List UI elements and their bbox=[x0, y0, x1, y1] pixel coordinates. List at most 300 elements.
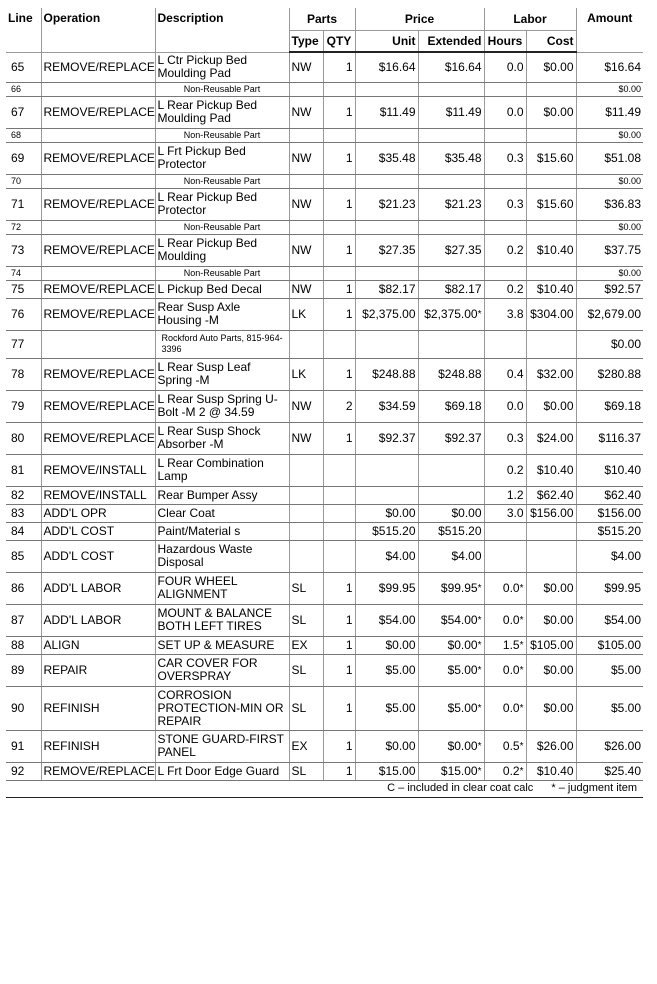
cell-type bbox=[289, 686, 323, 730]
table-row bbox=[6, 486, 643, 504]
cell-labor-cost bbox=[526, 82, 576, 96]
cell-labor-hours bbox=[484, 358, 526, 390]
cell-amount-value: $116.37 bbox=[598, 430, 642, 445]
cell-amount-value: $11.49 bbox=[605, 104, 642, 119]
cell-unit-price bbox=[355, 330, 418, 358]
cell-extended-price bbox=[418, 330, 484, 358]
judgment-mark: * bbox=[519, 664, 524, 676]
cell-line-value: 75 bbox=[11, 281, 25, 296]
table-row bbox=[6, 234, 643, 266]
cell-extended-price-value: $515.20 bbox=[438, 523, 482, 538]
cell-type bbox=[289, 572, 323, 604]
cell-line-value: 87 bbox=[11, 612, 25, 627]
cell-type bbox=[289, 220, 323, 234]
cell-operation bbox=[41, 540, 155, 572]
cell-type-value: NW bbox=[291, 281, 312, 296]
cell-type bbox=[289, 96, 323, 128]
cell-description-value: L Rear Pickup Bed Moulding Pad bbox=[157, 98, 258, 125]
cell-extended-price-value: $11.49 bbox=[445, 104, 482, 119]
cell-labor-cost bbox=[526, 504, 576, 522]
header-operation: Operation bbox=[41, 8, 155, 52]
cell-amount bbox=[576, 188, 643, 220]
cell-labor-cost bbox=[526, 266, 576, 280]
judgment-mark: * bbox=[519, 765, 524, 777]
cell-unit-price bbox=[355, 504, 418, 522]
cell-qty bbox=[323, 522, 355, 540]
cell-type bbox=[289, 298, 323, 330]
cell-operation-value: ADD'L OPR bbox=[43, 505, 107, 520]
cell-extended-price bbox=[418, 266, 484, 280]
cell-labor-cost bbox=[526, 280, 576, 298]
cell-line bbox=[6, 390, 41, 422]
cell-line-value: 74 bbox=[11, 268, 22, 278]
cell-amount-value: $0.00 bbox=[618, 84, 642, 94]
header-description: Description bbox=[155, 8, 289, 52]
cell-description-value: Rear Susp Axle Housing -M bbox=[157, 300, 241, 327]
header-amount: Amount bbox=[576, 8, 643, 52]
cell-amount bbox=[576, 358, 643, 390]
cell-labor-hours bbox=[484, 762, 526, 780]
cell-description-value: Non-Reusable Part bbox=[183, 130, 261, 140]
cell-description bbox=[155, 762, 289, 780]
cell-amount-value: $4.00 bbox=[610, 548, 642, 563]
cell-line bbox=[6, 636, 41, 654]
cell-line bbox=[6, 762, 41, 780]
table-row bbox=[6, 188, 643, 220]
cell-operation bbox=[41, 188, 155, 220]
cell-operation bbox=[41, 422, 155, 454]
cell-extended-price-value: $82.17 bbox=[444, 281, 482, 296]
cell-unit-price bbox=[355, 128, 418, 142]
cell-qty-value: 1 bbox=[345, 700, 353, 715]
cell-extended-price bbox=[418, 188, 484, 220]
cell-description-value: Hazardous Waste Disposal bbox=[157, 542, 253, 569]
cell-labor-cost-value: $62.40 bbox=[536, 487, 574, 502]
judgment-mark: * bbox=[477, 664, 482, 676]
cell-line bbox=[6, 604, 41, 636]
cell-extended-price bbox=[418, 604, 484, 636]
cell-qty bbox=[323, 52, 355, 82]
cell-description-value: Non-Reusable Part bbox=[183, 84, 261, 94]
cell-extended-price-value: $54.00 bbox=[440, 612, 478, 627]
cell-description bbox=[155, 234, 289, 266]
cell-amount bbox=[576, 522, 643, 540]
cell-description bbox=[155, 280, 289, 298]
cell-amount-value: $105.00 bbox=[597, 637, 642, 652]
cell-type bbox=[289, 390, 323, 422]
cell-type bbox=[289, 636, 323, 654]
judgment-mark: * bbox=[519, 702, 524, 714]
cell-amount bbox=[576, 762, 643, 780]
cell-labor-hours-value: 0.0 bbox=[502, 662, 520, 677]
cell-type bbox=[289, 234, 323, 266]
cell-description bbox=[155, 572, 289, 604]
cell-unit-price-value: $4.00 bbox=[385, 548, 416, 563]
cell-line-value: 76 bbox=[11, 306, 25, 321]
cell-labor-cost bbox=[526, 96, 576, 128]
cell-line bbox=[6, 298, 41, 330]
cell-labor-cost-value: $0.00 bbox=[543, 700, 574, 715]
cell-type bbox=[289, 762, 323, 780]
cell-qty-value: 1 bbox=[345, 763, 353, 778]
judgment-mark: * bbox=[519, 614, 524, 626]
cell-operation-value: ADD'L COST bbox=[43, 523, 115, 538]
cell-operation-value: REMOVE/INSTALL bbox=[43, 462, 147, 477]
cell-unit-price bbox=[355, 220, 418, 234]
cell-line-value: 82 bbox=[11, 487, 25, 502]
cell-labor-cost bbox=[526, 330, 576, 358]
table-row bbox=[6, 358, 643, 390]
cell-description bbox=[155, 422, 289, 454]
cell-operation bbox=[41, 52, 155, 82]
cell-qty bbox=[323, 128, 355, 142]
cell-amount-value: $2,679.00 bbox=[587, 306, 642, 321]
cell-extended-price bbox=[418, 298, 484, 330]
cell-unit-price-value: $82.17 bbox=[378, 281, 416, 296]
cell-line-value: 73 bbox=[11, 242, 25, 257]
estimate-rows bbox=[6, 52, 643, 780]
cell-labor-cost-value: $32.00 bbox=[536, 366, 574, 381]
cell-type bbox=[289, 422, 323, 454]
cell-labor-hours-value: 0.2 bbox=[506, 462, 524, 477]
cell-description bbox=[155, 454, 289, 486]
cell-amount-value: $69.18 bbox=[604, 398, 642, 413]
cell-labor-hours bbox=[484, 298, 526, 330]
cell-labor-hours bbox=[484, 220, 526, 234]
cell-extended-price bbox=[418, 454, 484, 486]
cell-extended-price bbox=[418, 730, 484, 762]
cell-qty bbox=[323, 762, 355, 780]
cell-description-value: CORROSION PROTECTION-MIN OR REPAIR bbox=[157, 687, 284, 728]
cell-description-value: L Rear Susp Shock Absorber -M bbox=[157, 424, 261, 451]
cell-labor-hours bbox=[484, 730, 526, 762]
cell-qty bbox=[323, 96, 355, 128]
cell-amount bbox=[576, 266, 643, 280]
cell-labor-hours bbox=[484, 504, 526, 522]
cell-qty bbox=[323, 504, 355, 522]
cell-labor-hours bbox=[484, 654, 526, 686]
cell-unit-price bbox=[355, 686, 418, 730]
table-row bbox=[6, 604, 643, 636]
header-hours: Hours bbox=[484, 31, 526, 53]
cell-qty-value: 1 bbox=[345, 242, 353, 257]
cell-description-value: Non-Reusable Part bbox=[183, 176, 261, 186]
cell-qty bbox=[323, 454, 355, 486]
cell-line bbox=[6, 234, 41, 266]
cell-amount-value: $62.40 bbox=[604, 487, 642, 502]
cell-extended-price-value: $248.88 bbox=[438, 366, 482, 381]
cell-labor-hours bbox=[484, 142, 526, 174]
cell-extended-price-value: $92.37 bbox=[444, 430, 482, 445]
cell-unit-price bbox=[355, 422, 418, 454]
table-row bbox=[6, 730, 643, 762]
header-line: Line bbox=[6, 8, 41, 52]
cell-qty bbox=[323, 358, 355, 390]
cell-qty-value: 1 bbox=[345, 612, 353, 627]
cell-labor-cost-value: $0.00 bbox=[543, 398, 574, 413]
cell-type bbox=[289, 52, 323, 82]
cell-labor-hours bbox=[484, 636, 526, 654]
cell-amount-value: $5.00 bbox=[610, 700, 642, 715]
cell-description-value: Rear Bumper Assy bbox=[157, 487, 258, 502]
cell-line-value: 85 bbox=[11, 548, 25, 563]
cell-type-value: NW bbox=[291, 430, 312, 445]
cell-qty bbox=[323, 604, 355, 636]
cell-extended-price-value: $4.00 bbox=[451, 548, 482, 563]
cell-line-value: 92 bbox=[11, 763, 25, 778]
cell-description-value: L Rear Pickup Bed Protector bbox=[157, 190, 258, 217]
cell-unit-price bbox=[355, 522, 418, 540]
cell-labor-cost-value: $0.00 bbox=[543, 59, 574, 74]
cell-labor-cost-value: $10.40 bbox=[536, 242, 574, 257]
cell-qty bbox=[323, 220, 355, 234]
cell-operation-value: REMOVE/REPLACE bbox=[43, 430, 155, 445]
table-row bbox=[6, 504, 643, 522]
cell-operation-value: REMOVE/REPLACE bbox=[43, 59, 155, 74]
cell-amount-value: $10.40 bbox=[604, 462, 642, 477]
cell-type-value: SL bbox=[291, 662, 307, 677]
cell-amount-value: $280.88 bbox=[597, 366, 642, 381]
cell-line-value: 69 bbox=[11, 150, 25, 165]
cell-extended-price-value: $69.18 bbox=[444, 398, 482, 413]
table-row bbox=[6, 330, 643, 358]
cell-extended-price bbox=[418, 220, 484, 234]
cell-line bbox=[6, 188, 41, 220]
cell-operation bbox=[41, 266, 155, 280]
cell-qty bbox=[323, 654, 355, 686]
cell-line bbox=[6, 730, 41, 762]
cell-type bbox=[289, 504, 323, 522]
table-row bbox=[6, 82, 643, 96]
cell-unit-price bbox=[355, 52, 418, 82]
cell-operation bbox=[41, 330, 155, 358]
cell-operation-value: REMOVE/REPLACE bbox=[43, 281, 155, 296]
cell-labor-hours bbox=[484, 128, 526, 142]
cell-description-value: MOUNT & BALANCE BOTH LEFT TIRES bbox=[157, 606, 272, 633]
cell-operation bbox=[41, 298, 155, 330]
cell-type bbox=[289, 604, 323, 636]
cell-labor-hours bbox=[484, 522, 526, 540]
cell-labor-cost-value: $105.00 bbox=[530, 637, 574, 652]
cell-qty bbox=[323, 188, 355, 220]
table-row bbox=[6, 654, 643, 686]
cell-extended-price bbox=[418, 486, 484, 504]
cell-labor-cost-value: $0.00 bbox=[543, 104, 574, 119]
cell-type bbox=[289, 486, 323, 504]
cell-labor-cost-value: $15.60 bbox=[536, 196, 574, 211]
cell-labor-cost-value: $26.00 bbox=[536, 738, 574, 753]
cell-operation bbox=[41, 358, 155, 390]
cell-labor-hours bbox=[484, 82, 526, 96]
cell-operation bbox=[41, 762, 155, 780]
table-row bbox=[6, 266, 643, 280]
judgment-mark: * bbox=[477, 582, 482, 594]
cell-qty bbox=[323, 174, 355, 188]
header-type: Type bbox=[289, 31, 323, 53]
cell-extended-price-value: $5.00 bbox=[447, 700, 478, 715]
cell-labor-hours-value: 0.5 bbox=[502, 738, 520, 753]
cell-description-value: Paint/Material s bbox=[157, 523, 241, 538]
cell-labor-hours bbox=[484, 280, 526, 298]
cell-labor-cost bbox=[526, 454, 576, 486]
cell-qty bbox=[323, 422, 355, 454]
cell-labor-hours bbox=[484, 390, 526, 422]
cell-unit-price-value: $54.00 bbox=[378, 612, 416, 627]
cell-qty-value: 1 bbox=[345, 430, 353, 445]
cell-description-value: SET UP & MEASURE bbox=[157, 637, 275, 652]
cell-line bbox=[6, 454, 41, 486]
judgment-mark: * bbox=[519, 740, 524, 752]
cell-amount-value: $26.00 bbox=[604, 738, 642, 753]
cell-qty-value: 1 bbox=[345, 366, 353, 381]
cell-labor-cost bbox=[526, 730, 576, 762]
cell-labor-hours-value: 0.3 bbox=[506, 430, 524, 445]
cell-labor-hours bbox=[484, 422, 526, 454]
cell-extended-price-value: $0.00 bbox=[447, 738, 478, 753]
cell-description-value: Rockford Auto Parts, 815-964-3396 bbox=[161, 333, 283, 354]
cell-labor-hours bbox=[484, 234, 526, 266]
cell-description bbox=[155, 52, 289, 82]
cell-unit-price-value: $34.59 bbox=[378, 398, 416, 413]
cell-description-value: L Ctr Pickup Bed Moulding Pad bbox=[157, 53, 248, 80]
cell-labor-cost bbox=[526, 142, 576, 174]
cell-description bbox=[155, 174, 289, 188]
table-row bbox=[6, 422, 643, 454]
cell-line bbox=[6, 572, 41, 604]
cell-labor-hours-value: 0.0 bbox=[502, 580, 520, 595]
cell-line bbox=[6, 128, 41, 142]
table-row bbox=[6, 572, 643, 604]
cell-description bbox=[155, 390, 289, 422]
table-row bbox=[6, 96, 643, 128]
header-labor: Labor bbox=[484, 8, 576, 31]
cell-labor-hours-value: 0.4 bbox=[506, 366, 524, 381]
judgment-mark: * bbox=[477, 308, 482, 320]
cell-amount-value: $99.95 bbox=[604, 580, 642, 595]
cell-labor-hours bbox=[484, 174, 526, 188]
cell-line bbox=[6, 96, 41, 128]
cell-amount-value: $51.08 bbox=[604, 150, 642, 165]
cell-description-value: L Rear Susp Leaf Spring -M bbox=[157, 360, 251, 387]
cell-line bbox=[6, 422, 41, 454]
cell-extended-price bbox=[418, 234, 484, 266]
cell-description-value: L Frt Door Edge Guard bbox=[157, 763, 280, 778]
cell-line bbox=[6, 280, 41, 298]
cell-unit-price bbox=[355, 358, 418, 390]
cell-amount bbox=[576, 142, 643, 174]
cell-labor-cost bbox=[526, 234, 576, 266]
cell-labor-hours bbox=[484, 454, 526, 486]
cell-extended-price bbox=[418, 174, 484, 188]
cell-extended-price-value: $15.00 bbox=[440, 763, 478, 778]
table-row bbox=[6, 686, 643, 730]
cell-operation bbox=[41, 572, 155, 604]
cell-labor-cost bbox=[526, 572, 576, 604]
cell-unit-price-value: $2,375.00 bbox=[362, 306, 416, 321]
cell-operation-value: ADD'L COST bbox=[43, 548, 115, 563]
cell-unit-price bbox=[355, 234, 418, 266]
cell-qty bbox=[323, 730, 355, 762]
cell-extended-price-value: $5.00 bbox=[447, 662, 478, 677]
cell-line-value: 86 bbox=[11, 580, 25, 595]
cell-amount-value: $25.40 bbox=[604, 763, 642, 778]
cell-type bbox=[289, 82, 323, 96]
cell-labor-hours-value: 0.0 bbox=[506, 59, 524, 74]
cell-unit-price bbox=[355, 540, 418, 572]
cell-amount bbox=[576, 422, 643, 454]
table-row bbox=[6, 142, 643, 174]
cell-line bbox=[6, 358, 41, 390]
cell-line bbox=[6, 486, 41, 504]
cell-type bbox=[289, 266, 323, 280]
cell-type-value: NW bbox=[291, 242, 312, 257]
cell-unit-price bbox=[355, 266, 418, 280]
cell-operation bbox=[41, 142, 155, 174]
cell-type bbox=[289, 188, 323, 220]
cell-line bbox=[6, 174, 41, 188]
cell-operation-value: REMOVE/REPLACE bbox=[43, 196, 155, 211]
cell-unit-price bbox=[355, 636, 418, 654]
cell-qty bbox=[323, 572, 355, 604]
cell-unit-price bbox=[355, 280, 418, 298]
cell-amount-value: $0.00 bbox=[618, 176, 642, 186]
cell-labor-cost bbox=[526, 128, 576, 142]
cell-line-value: 80 bbox=[11, 430, 25, 445]
cell-extended-price bbox=[418, 504, 484, 522]
cell-amount bbox=[576, 298, 643, 330]
cell-description bbox=[155, 266, 289, 280]
cell-line bbox=[6, 686, 41, 730]
cell-labor-cost bbox=[526, 298, 576, 330]
cell-amount bbox=[576, 486, 643, 504]
cell-labor-hours bbox=[484, 540, 526, 572]
estimate-table-container bbox=[6, 8, 643, 798]
cell-labor-hours-value: 0.0 bbox=[502, 612, 520, 627]
cell-type-value: NW bbox=[291, 59, 312, 74]
cell-unit-price bbox=[355, 174, 418, 188]
cell-extended-price bbox=[418, 52, 484, 82]
cell-amount bbox=[576, 174, 643, 188]
cell-operation bbox=[41, 686, 155, 730]
cell-operation bbox=[41, 82, 155, 96]
cell-labor-hours bbox=[484, 486, 526, 504]
cell-unit-price bbox=[355, 298, 418, 330]
cell-amount bbox=[576, 454, 643, 486]
cell-type-value: LK bbox=[291, 306, 307, 321]
cell-description bbox=[155, 686, 289, 730]
header-price: Price bbox=[355, 8, 484, 31]
cell-operation bbox=[41, 280, 155, 298]
cell-type-value: NW bbox=[291, 150, 312, 165]
cell-amount bbox=[576, 330, 643, 358]
judgment-mark: * bbox=[477, 740, 482, 752]
cell-qty-value: 1 bbox=[345, 662, 353, 677]
cell-operation bbox=[41, 730, 155, 762]
cell-description-value: Non-Reusable Part bbox=[183, 268, 261, 278]
cell-amount bbox=[576, 654, 643, 686]
cell-extended-price bbox=[418, 142, 484, 174]
table-row bbox=[6, 454, 643, 486]
cell-qty bbox=[323, 540, 355, 572]
cell-labor-cost bbox=[526, 762, 576, 780]
footer-row bbox=[6, 780, 643, 797]
cell-description bbox=[155, 128, 289, 142]
cell-description-value: L Rear Susp Spring U-Bolt -M 2 @ 34.59 bbox=[157, 392, 278, 419]
cell-qty-value: 1 bbox=[345, 150, 353, 165]
cell-amount-value: $515.20 bbox=[597, 523, 642, 538]
cell-amount bbox=[576, 730, 643, 762]
cell-labor-cost bbox=[526, 686, 576, 730]
